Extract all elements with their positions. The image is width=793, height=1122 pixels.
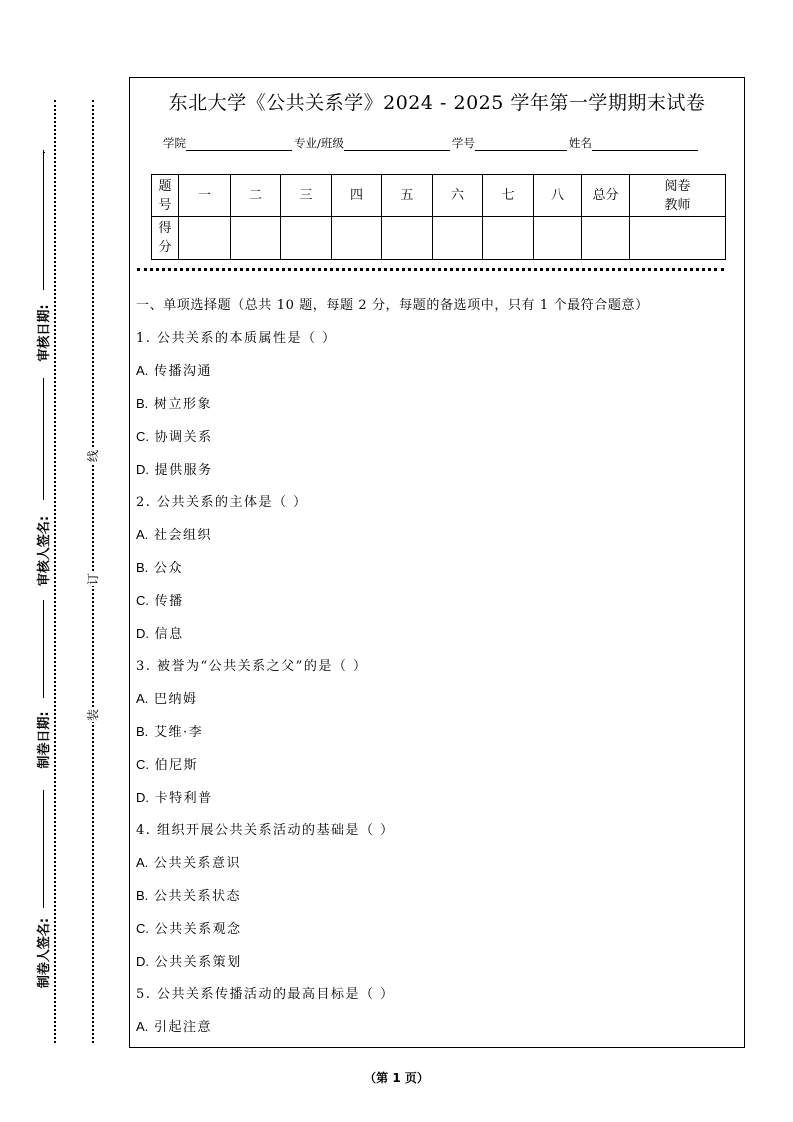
option-letter: D. <box>136 626 149 641</box>
score-input-cell[interactable] <box>382 217 433 260</box>
option-letter: A. <box>136 1019 149 1034</box>
name-label: 姓名 <box>568 136 592 150</box>
review-signer-underline <box>43 378 44 500</box>
score-header-cell: 八 <box>534 175 582 217</box>
option-a[interactable] <box>136 1016 212 1035</box>
option-letter: C. <box>136 593 149 608</box>
option-text: 协调关系 <box>154 430 213 445</box>
option-letter: D. <box>136 462 149 477</box>
option-c[interactable] <box>136 590 184 609</box>
option-letter: B. <box>136 724 149 739</box>
score-input-cell[interactable] <box>534 217 582 260</box>
exam-title: 东北大学《公共关系学》2024 - 2025 学年第一学期期末试卷 <box>168 92 706 114</box>
signature-line-review-date <box>44 152 45 153</box>
option-letter: B. <box>136 560 149 575</box>
option-letter: A. <box>136 691 149 706</box>
question-stem: 2. 公共关系的主体是（ ） <box>136 495 308 510</box>
major-class-blank[interactable] <box>344 138 450 151</box>
score-header-cell: 总分 <box>582 175 630 217</box>
student-id-label: 学号 <box>451 136 475 150</box>
score-input-cell[interactable] <box>582 217 630 260</box>
name-blank[interactable] <box>592 138 698 151</box>
option-c[interactable] <box>136 918 242 937</box>
score-header-cell: 二 <box>231 175 281 217</box>
option-letter: D. <box>136 790 149 805</box>
score-input-cell[interactable] <box>231 217 281 260</box>
option-text: 树立形象 <box>153 397 212 412</box>
score-header-cell: 阅卷教师 <box>630 175 726 217</box>
option-text: 传播 <box>154 594 184 609</box>
section-divider <box>137 268 724 271</box>
section-heading: 一、单项选择题（总共 10 题，每题 2 分，每题的备选项中，只有 1 个最符合题意） <box>136 298 649 313</box>
option-letter: C. <box>136 429 149 444</box>
review-date-underline <box>43 150 44 290</box>
score-header-cell: 三 <box>281 175 332 217</box>
option-letter: B. <box>136 888 149 903</box>
option-text: 提供服务 <box>154 463 213 478</box>
score-input-cell[interactable] <box>483 217 534 260</box>
binding-dotted-line-outer <box>54 100 56 1043</box>
binding-char-staple: 订 <box>86 573 100 586</box>
option-text: 公共关系策划 <box>154 955 242 970</box>
score-row-label: 得分 <box>152 217 179 260</box>
option-a[interactable] <box>136 852 241 871</box>
score-table <box>151 174 726 260</box>
review-date-label: 审核日期: <box>37 304 52 362</box>
option-letter: B. <box>136 396 149 411</box>
exam-frame <box>129 77 745 1048</box>
question-stem: 5. 公共关系传播活动的最高目标是（ ） <box>136 987 395 1002</box>
option-text: 公众 <box>153 561 183 576</box>
option-text: 信息 <box>154 627 184 642</box>
question-stem: 4. 组织开展公共关系活动的基础是（ ） <box>136 823 395 838</box>
option-b[interactable] <box>136 885 241 904</box>
option-d[interactable] <box>136 623 184 642</box>
option-letter: A. <box>136 855 149 870</box>
score-input-cell[interactable] <box>179 217 231 260</box>
option-letter: C. <box>136 757 149 772</box>
college-label: 学院 <box>163 136 186 150</box>
question-stem: 3. 被誉为“公共关系之父”的是（ ） <box>136 659 368 674</box>
student-id-blank[interactable] <box>475 138 567 151</box>
option-text: 卡特利普 <box>154 791 213 806</box>
prepare-date-label: 制卷日期: <box>37 711 52 769</box>
option-d[interactable] <box>136 787 213 806</box>
question-stem: 1. 公共关系的本质属性是（ ） <box>136 331 337 346</box>
option-text: 巴纳姆 <box>153 692 198 707</box>
option-text: 公共关系意识 <box>153 856 241 871</box>
review-signer-label: 审核人签名: <box>37 515 52 587</box>
option-text: 引起注意 <box>153 1020 212 1035</box>
option-text: 社会组织 <box>153 528 212 543</box>
option-b[interactable] <box>136 721 203 740</box>
option-b[interactable] <box>136 393 212 412</box>
option-text: 公共关系状态 <box>153 889 241 904</box>
score-input-cell[interactable] <box>630 217 726 260</box>
page-number: （第 1 页） <box>364 1071 429 1085</box>
prepare-date-underline <box>43 600 44 698</box>
option-text: 伯尼斯 <box>154 758 199 773</box>
option-b[interactable] <box>136 557 183 576</box>
option-a[interactable] <box>136 360 212 379</box>
option-letter: C. <box>136 921 149 936</box>
score-header-cell: 四 <box>332 175 382 217</box>
option-text: 艾维·李 <box>153 725 204 740</box>
option-a[interactable] <box>136 524 212 543</box>
option-letter: A. <box>136 527 149 542</box>
score-header-cell: 七 <box>483 175 534 217</box>
score-header-cell: 六 <box>433 175 483 217</box>
score-input-cell[interactable] <box>433 217 483 260</box>
student-info-row <box>163 135 700 151</box>
score-header-cell: 一 <box>179 175 231 217</box>
binding-char-line: 线 <box>86 450 100 463</box>
score-header-cell: 题号 <box>152 175 179 217</box>
score-header-cell: 五 <box>382 175 433 217</box>
option-text: 公共关系观念 <box>154 922 242 937</box>
college-blank[interactable] <box>186 138 292 151</box>
option-letter: A. <box>136 363 149 378</box>
prepare-signer-label: 制卷人签名: <box>37 917 52 989</box>
binding-char-bind: 装 <box>86 709 100 722</box>
option-c[interactable] <box>136 754 198 773</box>
option-letter: D. <box>136 954 149 969</box>
score-input-cell[interactable] <box>281 217 332 260</box>
option-d[interactable] <box>136 951 242 970</box>
option-c[interactable] <box>136 426 213 445</box>
option-a[interactable] <box>136 688 197 707</box>
major-class-label: 专业/班级 <box>294 136 344 150</box>
option-d[interactable] <box>136 459 213 478</box>
score-input-cell[interactable] <box>332 217 382 260</box>
prepare-signer-underline <box>43 790 44 908</box>
option-text: 传播沟通 <box>153 364 212 379</box>
